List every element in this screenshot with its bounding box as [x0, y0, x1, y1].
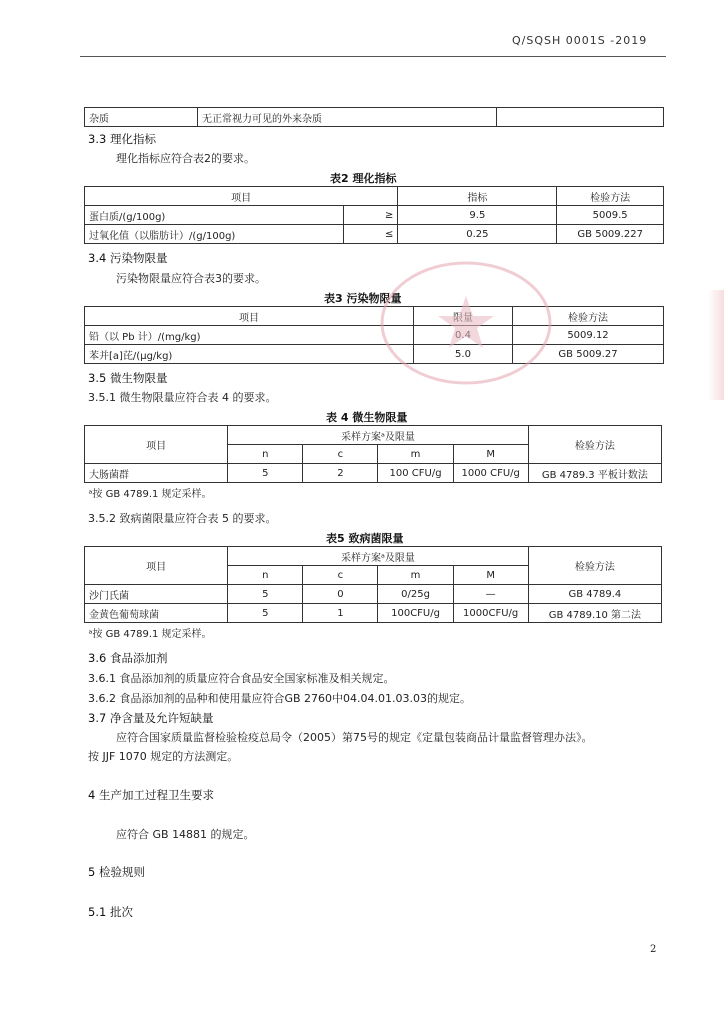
- standard-code: Q/SQSH 0001S -2019: [512, 34, 648, 47]
- header-cell: 项目: [85, 187, 398, 206]
- table-cell: 铅（以 Pb 计）/(mg/kg): [85, 326, 414, 345]
- table-cell: GB 4789.10 第二法: [528, 604, 661, 623]
- header-cell: c: [303, 445, 378, 464]
- table-note-row: [85, 623, 662, 642]
- section-title: 5.1 批次: [88, 905, 133, 919]
- section-title: 3.3 理化指标: [88, 132, 156, 146]
- table-row: [85, 345, 664, 364]
- table-cell: 1000 CFU/g: [453, 464, 528, 483]
- header-cell: 采样方案ᵃ及限量: [228, 426, 529, 445]
- table-cell: 5: [228, 604, 303, 623]
- header-cell: m: [378, 445, 453, 464]
- header-cell: n: [228, 445, 303, 464]
- table-header-row: [85, 187, 664, 206]
- table-cell: 0: [303, 585, 378, 604]
- table-row: [85, 326, 664, 345]
- table-cell: 蛋白质/(g/100g): [85, 206, 344, 225]
- header-cell: M: [453, 445, 528, 464]
- pathogen-table: [84, 546, 662, 641]
- paragraph: 按 JJF 1070 规定的方法测定。: [88, 750, 239, 763]
- table-cell: 金黄色葡萄球菌: [85, 604, 228, 623]
- table-header-row: [85, 547, 662, 566]
- table-cell: 大肠菌群: [85, 464, 228, 483]
- table-cell: GB 4789.3 平板计数法: [528, 464, 661, 483]
- table-cell: ≥: [344, 206, 398, 225]
- table-header-row: [85, 307, 664, 326]
- paragraph: 应符合 GB 14881 的规定。: [116, 828, 255, 841]
- header-cell: 检验方法: [513, 307, 664, 326]
- paragraph: 3.6.2 食品添加剂的品种和使用量应符合GB 2760中04.04.01.03.03的规定。: [88, 692, 472, 705]
- table-cell: 100 CFU/g: [378, 464, 453, 483]
- table-row: [85, 464, 662, 483]
- table-cell: 1000CFU/g: [453, 604, 528, 623]
- section-title: 3.5 微生物限量: [88, 371, 168, 385]
- table-caption: 表5 致病菌限量: [326, 532, 404, 545]
- table-row: [85, 108, 664, 127]
- table-cell: —: [453, 585, 528, 604]
- table-cell: 0/25g: [378, 585, 453, 604]
- table-row: [85, 225, 664, 244]
- table-cell: 沙门氏菌: [85, 585, 228, 604]
- header-cell: 检验方法: [528, 426, 661, 464]
- table-note-row: [85, 483, 662, 502]
- table-cell: 5: [228, 464, 303, 483]
- table-row: [85, 206, 664, 225]
- table-cell: 过氧化值（以脂肪计）/(g/100g): [85, 225, 344, 244]
- header-cell: 项目: [85, 307, 414, 326]
- table-cell: 苯并[a]芘/(μg/kg): [85, 345, 414, 364]
- table-cell: GB 4789.4: [528, 585, 661, 604]
- table-cell: GB 5009.27: [513, 345, 664, 364]
- table-cell: [497, 108, 664, 127]
- paragraph: 3.5.2 致病菌限量应符合表 5 的要求。: [88, 512, 277, 525]
- table-header-row: [85, 426, 662, 445]
- company-seal: [376, 258, 556, 388]
- header-cell: m: [378, 566, 453, 585]
- table-cell: 无正常视力可见的外来杂质: [198, 108, 497, 127]
- header-cell: 项目: [85, 426, 228, 464]
- table-cell: 0.25: [398, 225, 557, 244]
- table-cell: 杂质: [85, 108, 198, 127]
- section-title: 4 生产加工过程卫生要求: [88, 788, 214, 802]
- physicochemical-table: [84, 186, 664, 244]
- section-title: 3.6 食品添加剂: [88, 651, 168, 665]
- paragraph: 3.5.1 微生物限量应符合表 4 的要求。: [88, 391, 277, 404]
- table-caption: 表2 理化指标: [330, 172, 397, 185]
- header-cell: 采样方案ᵃ及限量: [228, 547, 529, 566]
- table-cell: 5.0: [414, 345, 513, 364]
- scan-edge: [708, 290, 724, 400]
- impurity-table: [84, 107, 664, 127]
- header-cell: 项目: [85, 547, 228, 585]
- table-row: [85, 604, 662, 623]
- header-cell: n: [228, 566, 303, 585]
- header-cell: M: [453, 566, 528, 585]
- paragraph: 污染物限量应符合表3的要求。: [116, 272, 266, 285]
- page-number: 2: [650, 944, 657, 955]
- paragraph: 理化指标应符合表2的要求。: [116, 152, 255, 165]
- table-row: [85, 585, 662, 604]
- microbial-table: [84, 425, 662, 501]
- header-cell: 指标: [398, 187, 557, 206]
- table-cell: ≤: [344, 225, 398, 244]
- paragraph: 应符合国家质量监督检验检疫总局令（2005）第75号的规定《定量包装商品计量监督管理办法》。: [116, 731, 593, 744]
- table-caption: 表 4 微生物限量: [326, 411, 408, 424]
- table-cell: 100CFU/g: [378, 604, 453, 623]
- header-cell: 检验方法: [557, 187, 664, 206]
- table-cell: 5009.12: [513, 326, 664, 345]
- table-cell: 5: [228, 585, 303, 604]
- contaminant-table: [84, 306, 664, 364]
- section-title: 5 检验规则: [88, 865, 145, 879]
- table-cell: 9.5: [398, 206, 557, 225]
- table-cell: 2: [303, 464, 378, 483]
- header-cell: c: [303, 566, 378, 585]
- table-cell: 1: [303, 604, 378, 623]
- header-cell: 检验方法: [528, 547, 661, 585]
- paragraph: 3.6.1 食品添加剂的质量应符合食品安全国家标准及相关规定。: [88, 672, 395, 685]
- section-title: 3.7 净含量及允许短缺量: [88, 711, 214, 725]
- table-cell: GB 5009.227: [557, 225, 664, 244]
- table-note: ᵃ按 GB 4789.1 规定采样。: [85, 623, 662, 642]
- table-note: ᵃ按 GB 4789.1 规定采样。: [85, 483, 662, 502]
- section-title: 3.4 污染物限量: [88, 251, 168, 265]
- header-rule: [80, 56, 666, 57]
- table-caption: 表3 污染物限量: [324, 292, 402, 305]
- table-cell: 5009.5: [557, 206, 664, 225]
